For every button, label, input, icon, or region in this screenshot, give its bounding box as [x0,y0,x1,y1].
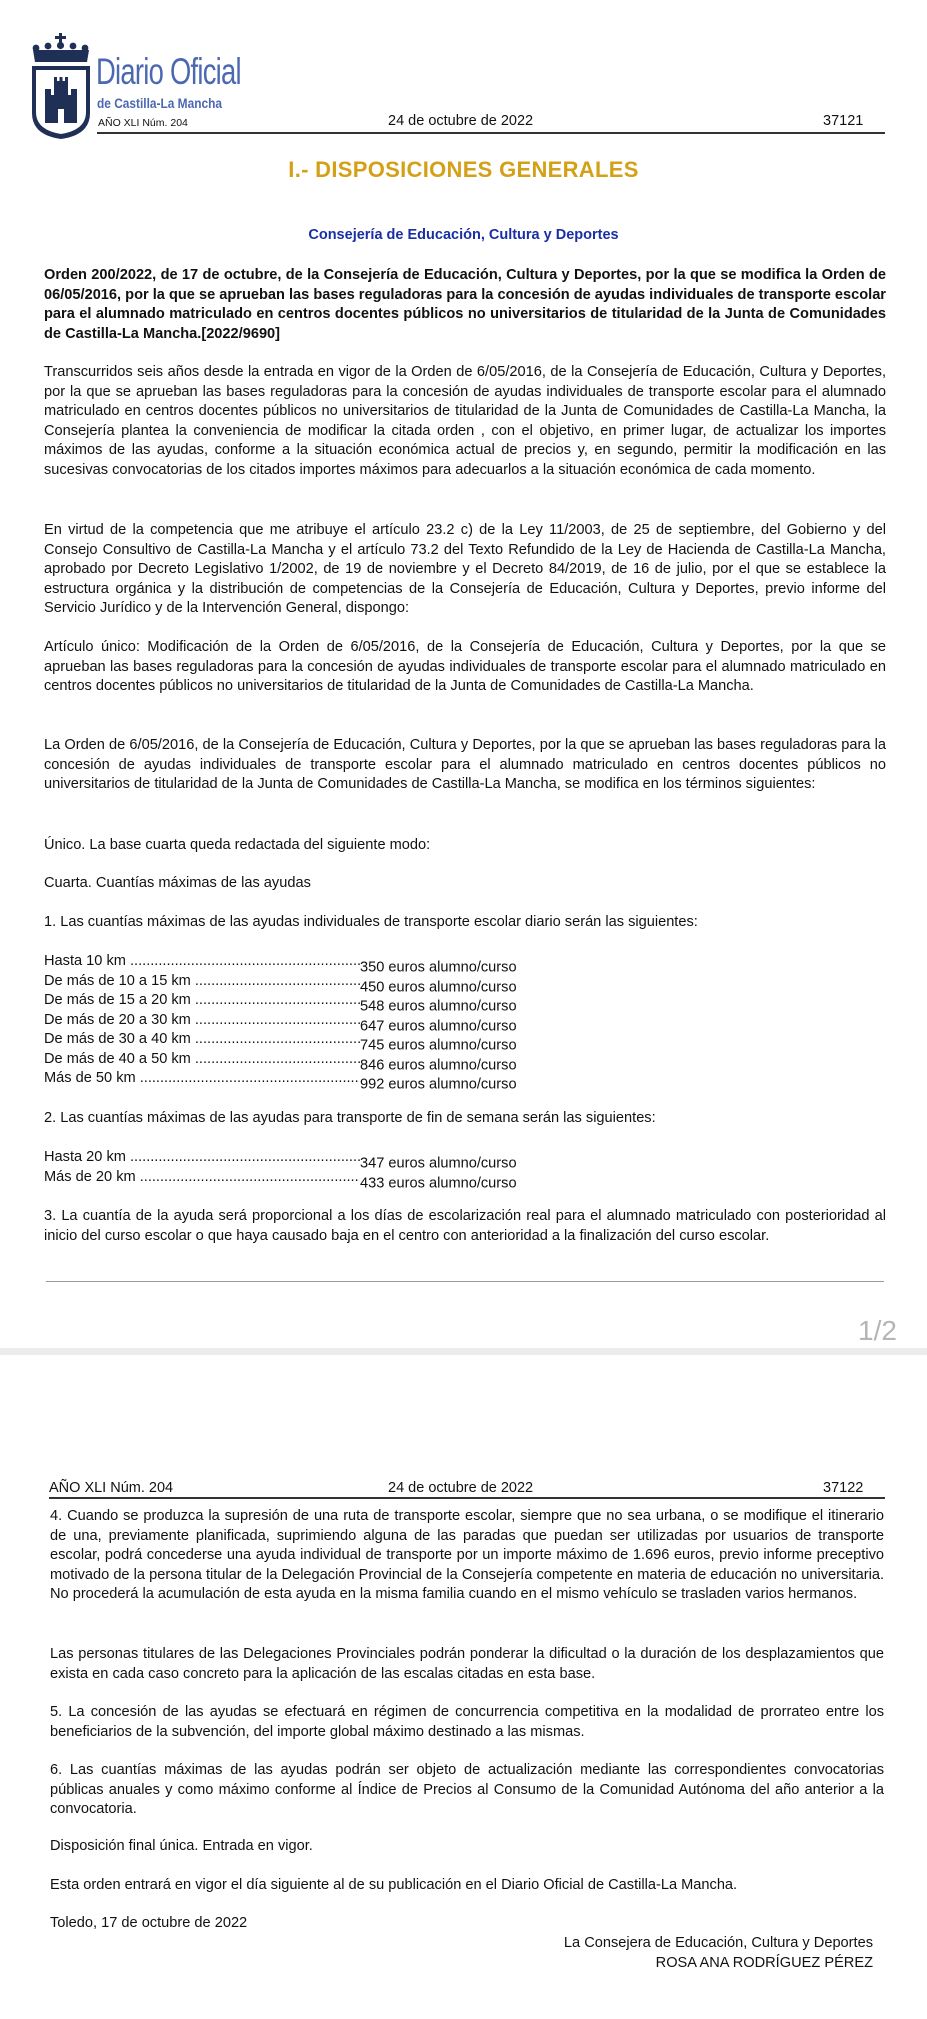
paragraph: Transcurridos seis años desde la entrada en vigor de la Orden de 6/05/2016, de la Consejería de Educación, Cultura y Deportes, por la que se aprueban las bases reguladoras para la concesión de ayudas individuales de transporte escolar para el alumnado matriculado en centros docentes públicos no universitarios de titularidad de la Junta de Comunidades de Castilla-La Mancha, la Consejería plantea la conveniencia de modificar la citada orden , con el objetivo, en primer lugar, de actualizar los importes máximos de las ayudas, conforme a la situación económica actual de precios y, en segundo, permitir la modificación en las sucesivas convocatorias de los citados importes máximos para adecuarlos a la situación económica de cada momento. [44,364,886,478]
paragraph: 4. Cuando se produzca la supresión de una ruta de transporte escolar, siempre que no sea urbana, o se modifique el itinerario de una, previamente planificada, suprimiendo alguna de las paradas que puedan ser utilizadas por usuarios de transporte escolar, podrá concederse una ayuda individual de transporte por un importe máximo de 1.696 euros, previo informe preceptivo motivado de la persona titular de la Delegación Provincial de la Consejería competente en materia de educación no universitaria. No procederá la acumulación de esta ayuda en la misma familia cuando en el mismo vehículo se trasladen varios hermanos. [50,1508,884,1602]
paragraph: 1. Las cuantías máximas de las ayudas individuales de transporte escolar diario serán las siguientes: [44,914,698,930]
distance-label: De más de 15 a 20 km ..... [44,991,360,1011]
amount: 548 euros alumno/curso [360,998,517,1015]
signer-name: ROSA ANA RODRÍGUEZ PÉREZ [655,1954,873,1971]
department-name: Consejería de Educación, Cultura y Deportes [308,227,619,243]
distance-label: Más de 50 km ..... [44,1069,360,1089]
signature-block [564,1934,873,1973]
table-row [44,1168,517,1194]
distance-label: Hasta 20 km ..... [44,1148,360,1168]
paragraph: Único. La base cuarta queda redactada del siguiente modo: [44,837,431,853]
header-rule [49,1497,885,1499]
paragraph: Artículo único: Modificación de la Orden de 6/05/2016, de la Consejería de Educación, Cultura y Deportes, por la que se aprueban las bases reguladoras para la concesión de ayudas individuales de transporte escolar para el alumnado matriculado en centros docentes públicos no universitarios de titularidad de la Junta de Comunidades de Castilla-La Mancha. [44,639,886,694]
amount: 450 euros alumno/curso [360,979,517,995]
amount: 433 euros alumno/curso [360,1175,517,1191]
paragraph: Las personas titulares de las Delegaciones Provinciales podrán ponderar la dificultad o la duración de los desplazamientos que exista en cada caso concreto para la aplicación de las escalas citadas en esta base. [50,1646,884,1682]
paragraph: Esta orden entrará en vigor el día siguiente al de su publicación en el Diario Oficial de Castilla-La Mancha. [50,1877,738,1893]
paragraph: 2. Las cuantías máximas de las ayudas para transporte de fin de semana serán las siguientes: [44,1110,656,1126]
signer-role: La Consejera de Educación, Cultura y Deportes [563,1935,873,1951]
journal-logo-title: Diario Oficial [96,51,241,92]
distance-label: Hasta 10 km ..... [44,952,360,972]
distance-label: De más de 20 a 30 km ..... [44,1011,360,1031]
amount: 846 euros alumno/curso [360,1057,517,1073]
distance-label: De más de 30 a 40 km ..... [44,1030,360,1050]
publication-date: 24 de octubre de 2022 [388,113,534,129]
paragraph: En virtud de la competencia que me atribuye el artículo 23.2 c) de la Ley 11/2003, de 25 de septiembre, del Gobierno y del Consejo Consultivo de Castilla-La Mancha y el artículo 73.2 del Texto Refundido de la Ley de Hacienda de Castilla-La Mancha, aprobado por Decreto Legislativo 1/2002, de 19 de noviembre y el Decreto 84/2019, de 16 de julio, por el que se establece la estructura orgánica y la distribución de competencias de la Consejería de Educación, Cultura y Deportes, previo informe del Servicio Jurídico y de la Intervención General, dispongo: [44,522,886,616]
journal-logo-subtitle: de Castilla-La Mancha [97,95,222,111]
section-title: I.- DISPOSICIONES GENERALES [288,157,639,182]
paragraph: Disposición final única. Entrada en vigor. [50,1838,313,1854]
paragraph: 3. La cuantía de la ayuda será proporcional a los días de escolarización real para el alumnado matriculado con posterioridad al inicio del curso escolar o que haya causado baja en el centro con anterioridad a la finalización del curso escolar. [44,1208,886,1244]
distance-label: Más de 20 km ..... [44,1168,360,1188]
issue-number: AÑO XLI Núm. 204 [98,117,188,129]
place-date: Toledo, 17 de octubre de 2022 [50,1915,248,1931]
distance-label: De más de 40 a 50 km ..... [44,1050,360,1070]
order-title: Orden 200/2022, de 17 de octubre, de la Consejería de Educación, Cultura y Deportes, por la que se modifica la Orden de 06/05/2016, por la que se aprueban las bases reguladoras para la concesión de ayudas individuales de transporte escolar para el alumnado matriculado en centros docentes públicos no universitarios de titularidad de la Junta de Comunidades de Castilla-La Mancha.[2022/9690] [44,267,886,342]
castle-crown-icon [30,33,92,140]
amount: 647 euros alumno/curso [360,1018,517,1034]
paragraph: Cuarta. Cuantías máximas de las ayudas [44,875,311,891]
footer-rule [46,1281,884,1282]
amount: 992 euros alumno/curso [360,1076,517,1093]
amount: 745 euros alumno/curso [360,1037,517,1054]
amount: 350 euros alumno/curso [360,959,517,976]
paragraph: 6. Las cuantías máximas de las ayudas podrán ser objeto de actualización mediante las correspondientes convocatorias públicas anuales y como máximo conforme al Índice de Precios al Consumo de la Comunidad Autónoma del año anterior a la convocatoria. [50,1762,884,1817]
publication-date: 24 de octubre de 2022 [388,1480,534,1496]
amount: 347 euros alumno/curso [360,1155,517,1172]
page-indicator: 1/2 [858,1315,897,1346]
page-number: 37122 [823,1480,864,1496]
page-number: 37121 [823,113,864,129]
paragraph: 5. La concesión de las ayudas se efectuará en régimen de concurrencia competitiva en la modalidad de prorrateo entre los beneficiarios de la subvención, del importe global máximo destinado a las mismas. [50,1704,884,1740]
distance-label: De más de 10 a 15 km ..... [44,972,360,992]
header-rule [97,132,885,134]
page-separator [0,1348,927,1355]
issue-number: AÑO XLI Núm. 204 [49,1480,174,1496]
paragraph: La Orden de 6/05/2016, de la Consejería de Educación, Cultura y Deportes, por la que se aprueban las bases reguladoras para la concesión de ayudas individuales de transporte escolar para el alumnado matriculado en centros docentes públicos no universitarios de titularidad de la Junta de Comunidades de Castilla-La Mancha, se modifica en los términos siguientes: [44,737,886,792]
table-row [44,1069,517,1095]
